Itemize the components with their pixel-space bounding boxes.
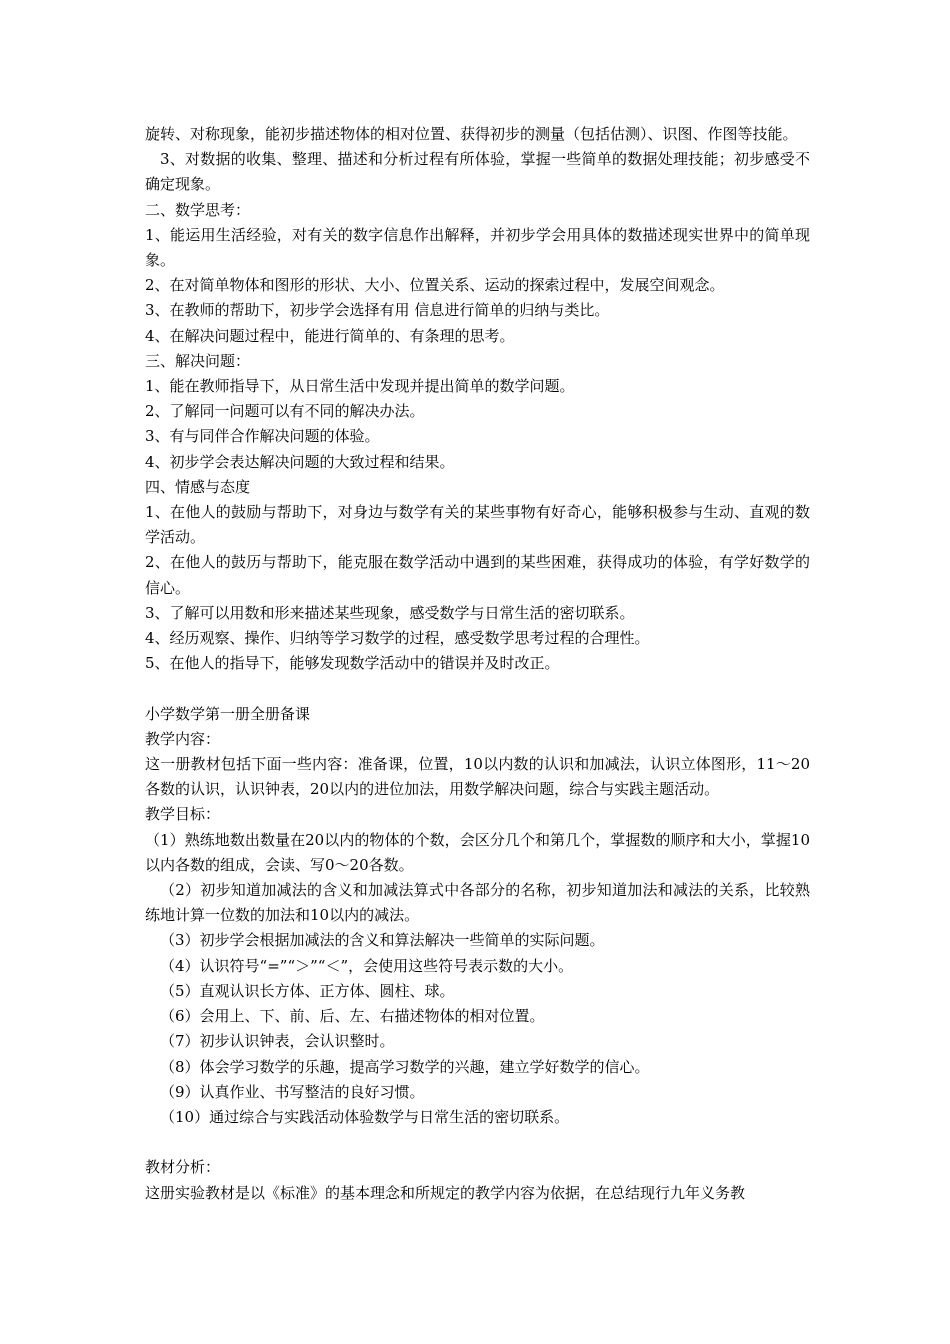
list-item: 3、有与同伴合作解决问题的体验。 bbox=[145, 427, 380, 446]
list-item: 4、初步学会表达解决问题的大致过程和结果。 bbox=[145, 452, 455, 471]
heading-teaching-content: 教学内容： bbox=[145, 729, 221, 748]
list-item: 1、在他人的鼓励与帮助下，对身边与数学有关的某些事物有好奇心，能够积极参与生动、直观的数学活动。 bbox=[145, 503, 810, 547]
paragraph-gap bbox=[145, 676, 810, 701]
list-item: 2、在对简单物体和图形的形状、大小、位置关系、运动的探索过程中，发展空间观念。 bbox=[145, 276, 725, 295]
list-item: （4）认识符号“=”“＞”“＜”，会使用这些符号表示数的大小。 bbox=[160, 956, 574, 975]
heading-problem-solving: 三、解决问题： bbox=[145, 351, 251, 370]
heading-emotion-attitude: 四、情感与态度 bbox=[145, 477, 251, 496]
paragraph-teaching-content: 这一册教材包括下面一些内容：准备课，位置，10以内数的认识和加减法，认识立体图形，11～20各数的认识，认识钟表，20以内的进位加法，用数学解决问题，综合与实践主题活动。 bbox=[145, 755, 810, 799]
list-item: （9）认真作业、书写整洁的良好习惯。 bbox=[160, 1082, 425, 1101]
list-item: 2、了解同一问题可以有不同的解决办法。 bbox=[145, 402, 425, 421]
list-item: （6）会用上、下、前、后、左、右描述物体的相对位置。 bbox=[160, 1007, 545, 1026]
list-item: 4、经历观察、操作、归纳等学习数学的过程，感受数学思考过程的合理性。 bbox=[145, 629, 650, 648]
list-item: 1、能在教师指导下，从日常生活中发现并提出简单的数学问题。 bbox=[145, 377, 575, 396]
list-item: （1）熟练地数出数量在20以内的物体的个数，会区分几个和第几个，掌握数的顺序和大小，掌握10以内各数的组成，会读、写0～20各数。 bbox=[145, 830, 810, 874]
paragraph-material-analysis: 这册实验教材是以《标准》的基本理念和所规定的教学内容为依据，在总结现行九年义务教 bbox=[145, 1183, 746, 1202]
list-item: 1、能运用生活经验，对有关的数字信息作出解释，并初步学会用具体的数描述现实世界中的简单现象。 bbox=[145, 225, 810, 270]
list-item: （8）体会学习数学的乐趣，提高学习数学的兴趣，建立学好数学的信心。 bbox=[160, 1057, 650, 1076]
document-body bbox=[145, 122, 810, 1206]
list-item: 2、在他人的鼓历与帮助下，能克服在数学活动中遇到的某些困难，获得成功的体验，有学好数学的信心。 bbox=[145, 553, 810, 597]
paragraph-data-handling: 3、对数据的收集、整理、描述和分析过程有所体验，掌握一些简单的数据处理技能；初步感受不确定现象。 bbox=[145, 150, 810, 194]
list-item: （3）初步学会根据加减法的含义和算法解决一些简单的实际问题。 bbox=[160, 931, 605, 950]
section-title: 小学数学第一册全册备课 bbox=[145, 704, 311, 723]
heading-math-thinking: 二、数学思考： bbox=[145, 200, 251, 219]
paragraph-spatial-skills: 旋转、对称现象，能初步描述物体的相对位置、获得初步的测量（包括估测）、识图、作图等技能。 bbox=[145, 125, 798, 143]
heading-material-analysis: 教材分析： bbox=[145, 1158, 221, 1177]
list-item: （7）初步认识钟表，会认识整时。 bbox=[160, 1032, 395, 1051]
list-item: 3、在教师的帮助下，初步学会选择有用 信息进行简单的归纳与类比。 bbox=[145, 301, 610, 320]
list-item: 3、了解可以用数和形来描述某些现象，感受数学与日常生活的密切联系。 bbox=[145, 603, 635, 622]
heading-teaching-goals: 教学目标： bbox=[145, 805, 221, 824]
paragraph-gap bbox=[145, 1130, 810, 1155]
list-item: 4、在解决问题过程中，能进行简单的、有条理的思考。 bbox=[145, 326, 515, 345]
list-item: 5、在他人的指导下，能够发现数学活动中的错误并及时改正。 bbox=[145, 654, 560, 673]
list-item: （2）初步知道加减法的含义和加减法算式中各部分的名称，初步知道加法和减法的关系，比较熟练地计算一位数的加法和10以内的减法。 bbox=[145, 881, 810, 925]
list-item: （5）直观认识长方体、正方体、圆柱、球。 bbox=[160, 981, 455, 1000]
list-item: （10）通过综合与实践活动体验数学与日常生活的密切联系。 bbox=[160, 1107, 570, 1126]
